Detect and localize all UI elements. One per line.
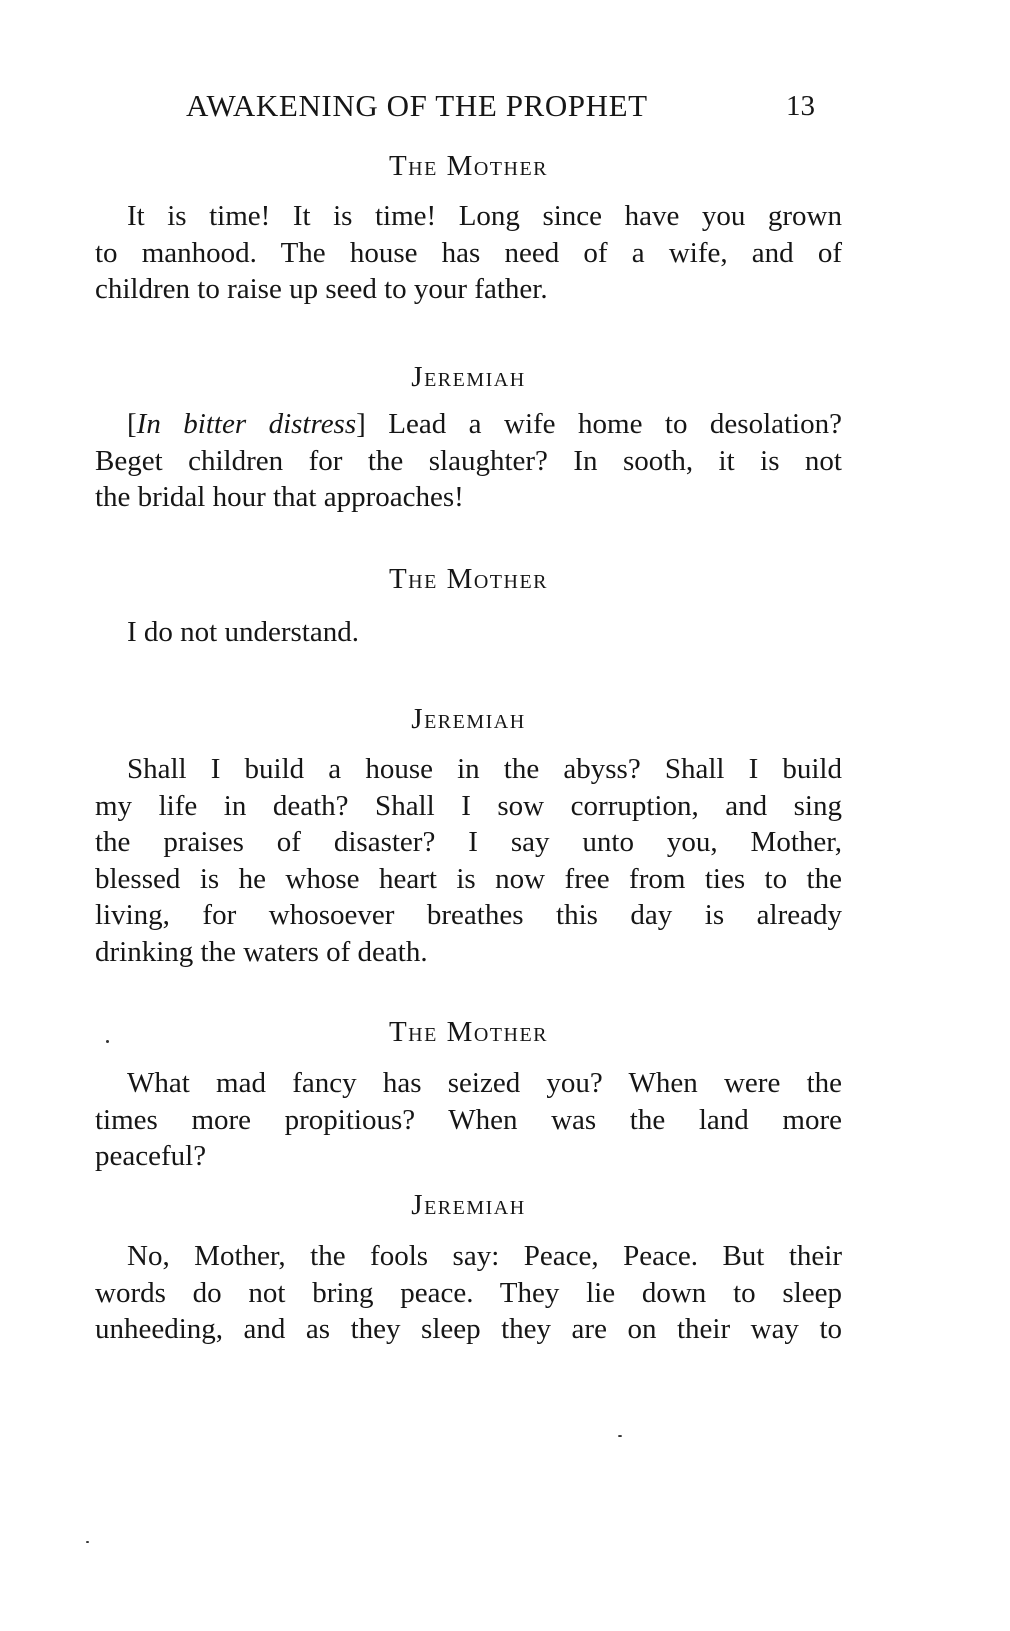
speech-paragraph bbox=[95, 406, 842, 516]
speech-line: No, Mother, the fools say: Peace, Peace. But their bbox=[127, 1240, 842, 1272]
speech-line: living, for whosoever breathes this day is already bbox=[95, 899, 842, 932]
speaker-heading: Jeremiah bbox=[411, 1189, 526, 1221]
stage-direction: In bitter distress bbox=[136, 408, 357, 440]
speech-line: to manhood. The house has need of a wife, and of bbox=[95, 236, 842, 269]
page-number: 13 bbox=[786, 90, 815, 122]
speaker-heading: Jeremiah bbox=[411, 703, 526, 735]
scan-speck bbox=[86, 1541, 89, 1543]
speaker-heading: The Mother bbox=[388, 1016, 549, 1048]
speech-line: the bridal hour that approaches! bbox=[95, 481, 464, 514]
speech-line: Shall I build a house in the abyss? Shall I build bbox=[127, 753, 842, 785]
scan-speck bbox=[106, 1040, 109, 1043]
speech-paragraph bbox=[95, 751, 842, 971]
speaker-heading: The Mother bbox=[388, 563, 549, 595]
scan-speck bbox=[618, 1435, 622, 1437]
page-header bbox=[186, 88, 826, 128]
speech-paragraph bbox=[95, 1065, 842, 1175]
speech-paragraph bbox=[95, 198, 842, 308]
speech-line: children to raise up seed to your father. bbox=[95, 273, 548, 306]
speech-line: [In bitter distress] Lead a wife home to desolation? bbox=[127, 408, 842, 440]
running-head: AWAKENING OF THE PROPHET bbox=[186, 88, 648, 123]
speech-line-text: Lead a wife home to desolation? bbox=[388, 408, 842, 440]
speech-line: It is time! It is time! Long since have you grown bbox=[127, 200, 842, 232]
speech-paragraph bbox=[95, 614, 842, 651]
speaker-heading: The Mother bbox=[388, 150, 549, 182]
speech-line: What mad fancy has seized you? When were the bbox=[127, 1067, 842, 1099]
speech-line: times more propitious? When was the land more bbox=[95, 1103, 842, 1136]
speech-line: unheeding, and as they sleep they are on their way to bbox=[95, 1313, 842, 1346]
speech-line: drinking the waters of death. bbox=[95, 935, 428, 968]
speech-line: peaceful? bbox=[95, 1140, 207, 1173]
speaker-heading: Jeremiah bbox=[411, 361, 526, 393]
speech-line: my life in death? Shall I sow corruption, and sing bbox=[95, 789, 842, 822]
speech-line: the praises of disaster? I say unto you, Mother, bbox=[95, 826, 842, 859]
speech-line: blessed is he whose heart is now free from ties to the bbox=[95, 862, 842, 895]
speech-line: words do not bring peace. They lie down to sleep bbox=[95, 1276, 842, 1309]
speech-paragraph bbox=[95, 1238, 842, 1348]
speech-line: Beget children for the slaughter? In sooth, it is not bbox=[95, 444, 842, 477]
speech-line: I do not understand. bbox=[127, 616, 359, 648]
